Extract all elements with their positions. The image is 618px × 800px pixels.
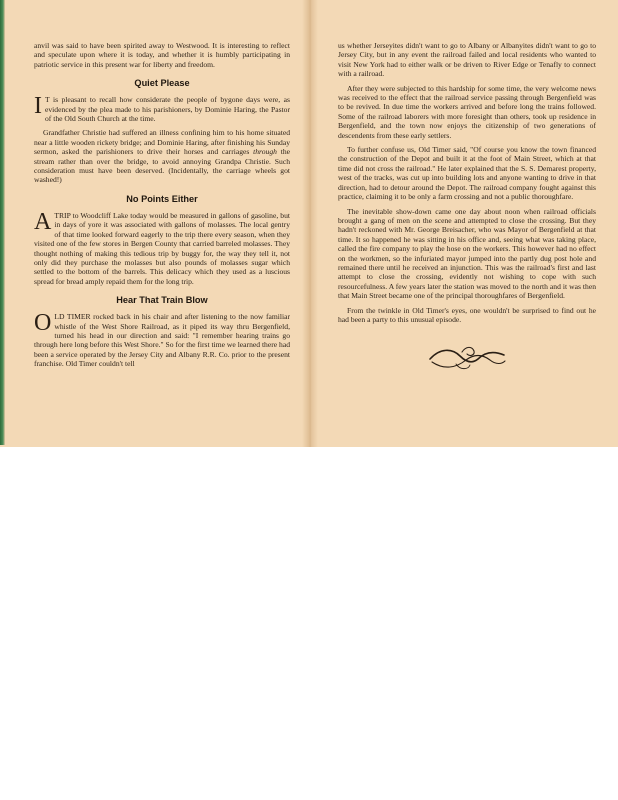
quiet-please-text-2b: the stream rather than over the bridge, to avoid annoying Grandpa Christie. Such consideration must have been deserved. (Incidentally, the carriage wheels got washed!)	[34, 147, 290, 185]
no-points-paragraph	[34, 208, 290, 286]
heading-no-points-either: No Points Either	[126, 193, 198, 204]
center-fold	[302, 0, 318, 447]
quiet-please-emphasis: through	[253, 147, 277, 157]
train-blow-paragraph	[34, 312, 290, 368]
right-paragraph-1: us whether Jerseyites didn't want to go to Albany or Albanyites didn't want to go to Jersey City, but in any event the railroad failed and local residents who wanted to visit New York had to either walk or be driven to River Edge or Tenafly to connect with a railroad.	[338, 41, 596, 79]
quiet-please-paragraph-2	[34, 128, 290, 184]
flourish-ornament-svg	[426, 340, 508, 374]
quiet-please-text-1: T is pleasant to recall how considerate the people of bygone days were, as evidenced by the plea made to his parishioners, by Dominie Haring, the Pastor of the Old South Church at the time.	[45, 95, 290, 124]
dropcap-o: O	[34, 310, 52, 337]
left-page	[34, 0, 290, 488]
dropcap-i: I	[34, 93, 42, 120]
quiet-please-text-2a: Grandfather Christie had suffered an illness confining him to his home situated near a little wooden rickety bridge; and Dominie Haring, after finishing his Sunday sermon, asked the parishioners to drive their horses and carriages	[34, 128, 290, 157]
continuation-paragraph: anvil was said to have been spirited away to Westwood. It is interesting to reflect and speculate upon where it is today, and whether it is humbly participating in patriotic service in this present war for liberty and freedom.	[34, 41, 290, 69]
train-blow-text: LD TIMER rocked back in his chair and after listening to the now familiar whistle of the West Shore Railroad, as it piped its way thru Bergenfield, turned his head in our direction and said: "I remember hearing trains go through here long before this West Shore." So for the first time we learned there had been a service operated by the Jersey City and Albany R.R. Co. prior to the present franchise. Old Timer couldn't tell	[34, 312, 290, 369]
flourish-ornament-icon	[338, 340, 596, 374]
right-paragraph-2: After they were subjected to this hardship for some time, the very welcome news was received to the effect that the railroad service passing through Bergenfield was to be revived. In due time the workers arrived and before long the trains followed. Some of the railroad laborers with more foresight than others, took up residence in Bergenfield, and the town now enjoys the citizenship of two generations of descendents from these early settlers.	[338, 83, 596, 140]
dropcap-a: A	[34, 208, 52, 235]
green-binding-edge	[0, 0, 5, 445]
right-paragraph-5: From the twinkle in Old Timer's eyes, one wouldn't be surprised to find out he had been a party to this unusual episode.	[338, 305, 596, 324]
right-paragraph-4: The inevitable show-down came one day about noon when railroad officials brought a gang of men on the scene and attempted to close the crossing. But they hadn't reckoned with Mr. George Breisacher, who was Mayor of Bergenfield at that time. It so happened he was sitting in his office and, seeing what was taking place, called the fire company to play the hose on the workers. This however had no effect on the workmen, so the infuriated mayor jumped into the partly dug post hole and remained there until he received an injunction. This was the railroad's first and last attempt to close the crossing, evidently not wishing to cope with such resourcefulness. A few years later the station was moved to the north and it was then that Main Street became one of the principal thoroughfares of Bergenfield.	[338, 206, 596, 301]
right-page	[338, 0, 596, 488]
right-paragraph-3: To further confuse us, Old Timer said, "Of course you know the town financed the construction of the Depot and built it at the foot of Main Street, which at that time did not cross the railroad." He later explained that the S. S. Demarest property, west of the tracks, was cut up into building lots and anyone wanting to drive in that direction, had to detour around the Depot. The railroad company fought against this practice, claiming it to be only a farm crossing and not a public thoroughfare.	[338, 145, 596, 202]
no-points-text: TRIP to Woodcliff Lake today would be measured in gallons of gasoline, but in days of yore it was associated with gallons of molasses. The local gentry of that time looked forward eagerly to the trip there every season, when they visited one of the few stores in Bergen County that carried barreled molasses. They thought nothing of making this tedious trip by buggy for, the way they tell it, not only did they purchase the molasses but also pounds of molasses sugar which settled to the bottom of the barrels. This delicacy which they used as a luscious spread for bread amply repaid them for the long trip.	[34, 210, 290, 286]
quiet-please-paragraph-1	[34, 95, 290, 123]
heading-quiet-please: Quiet Please	[134, 78, 190, 89]
heading-hear-that-train-blow: Hear That Train Blow	[116, 295, 208, 306]
